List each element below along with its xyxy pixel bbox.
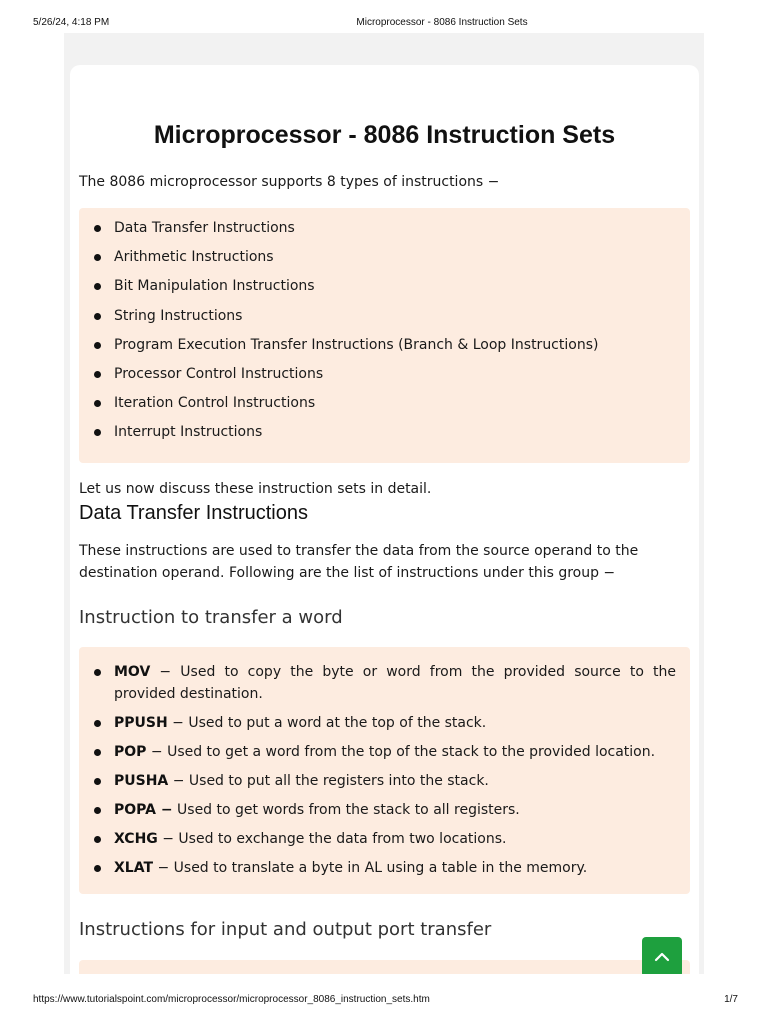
print-header (0, 17, 768, 33)
bullet-icon (94, 836, 101, 843)
word-instructions-list (79, 661, 690, 879)
list-item: Iteration Control Instructions (79, 393, 690, 422)
bullet-icon (94, 313, 101, 320)
print-footer (0, 994, 768, 1010)
bullet-icon (94, 400, 101, 407)
bullet-icon (94, 254, 101, 261)
list-item: XLAT − Used to translate a byte in AL using a table in the memory. (79, 857, 690, 879)
bullet-icon (94, 429, 101, 436)
intro-paragraph: The 8086 microprocessor supports 8 types of instructions − (79, 174, 500, 190)
bullet-icon (94, 371, 101, 378)
list-item: Arithmetic Instructions (79, 247, 690, 276)
page-viewport (64, 33, 704, 974)
bullet-icon (94, 283, 101, 290)
list-item: POPA − Used to get words from the stack to all registers. (79, 799, 690, 821)
list-item: Processor Control Instructions (79, 364, 690, 393)
list-item: Program Execution Transfer Instructions (Branch & Loop Instructions) (79, 335, 690, 364)
list-item: PPUSH − Used to put a word at the top of the stack. (79, 712, 690, 734)
section-paragraph: These instructions are used to transfer the data from the source operand to the destination operand. Following are the list of instructions under this group − (79, 543, 639, 581)
bullet-icon (94, 865, 101, 872)
section-heading: Data Transfer Instructions (79, 502, 308, 524)
subheading-io-transfer: Instructions for input and output port transfer (79, 919, 492, 940)
bullet-icon (94, 807, 101, 814)
print-url: https://www.tutorialspoint.com/microprocessor/microprocessor_8086_instruction_sets.htm (33, 994, 430, 1005)
bullet-icon (94, 778, 101, 785)
discuss-paragraph: Let us now discuss these instruction sets in detail. (79, 481, 432, 497)
print-title: Microprocessor - 8086 Instruction Sets (356, 17, 528, 28)
list-item: Bit Manipulation Instructions (79, 276, 690, 305)
bullet-icon (94, 720, 101, 727)
list-item: Interrupt Instructions (79, 422, 690, 451)
scroll-to-top-button[interactable] (642, 937, 682, 974)
list-item: Data Transfer Instructions (79, 218, 690, 247)
list-item: MOV − Used to copy the byte or word from the provided source to the provided destination. (79, 661, 690, 705)
list-item: POP − Used to get a word from the top of the stack to the provided location. (79, 741, 690, 763)
bullet-icon (94, 749, 101, 756)
word-instructions-box (79, 647, 690, 894)
print-date: 5/26/24, 4:18 PM (33, 17, 110, 28)
bullet-icon (94, 669, 101, 676)
io-instructions-box (79, 960, 690, 974)
subheading-word-transfer: Instruction to transfer a word (79, 607, 343, 628)
bullet-icon (94, 342, 101, 349)
chevron-up-icon (654, 950, 670, 964)
list-item: String Instructions (79, 306, 690, 335)
print-page-number: 1/7 (724, 994, 738, 1005)
article-card (70, 65, 699, 974)
instruction-types-box (79, 208, 690, 463)
list-item: PUSHA − Used to put all the registers into the stack. (79, 770, 690, 792)
instruction-types-list (79, 218, 690, 452)
list-item: XCHG − Used to exchange the data from two locations. (79, 828, 690, 850)
page-title: Microprocessor - 8086 Instruction Sets (153, 121, 616, 149)
bullet-icon (94, 225, 101, 232)
